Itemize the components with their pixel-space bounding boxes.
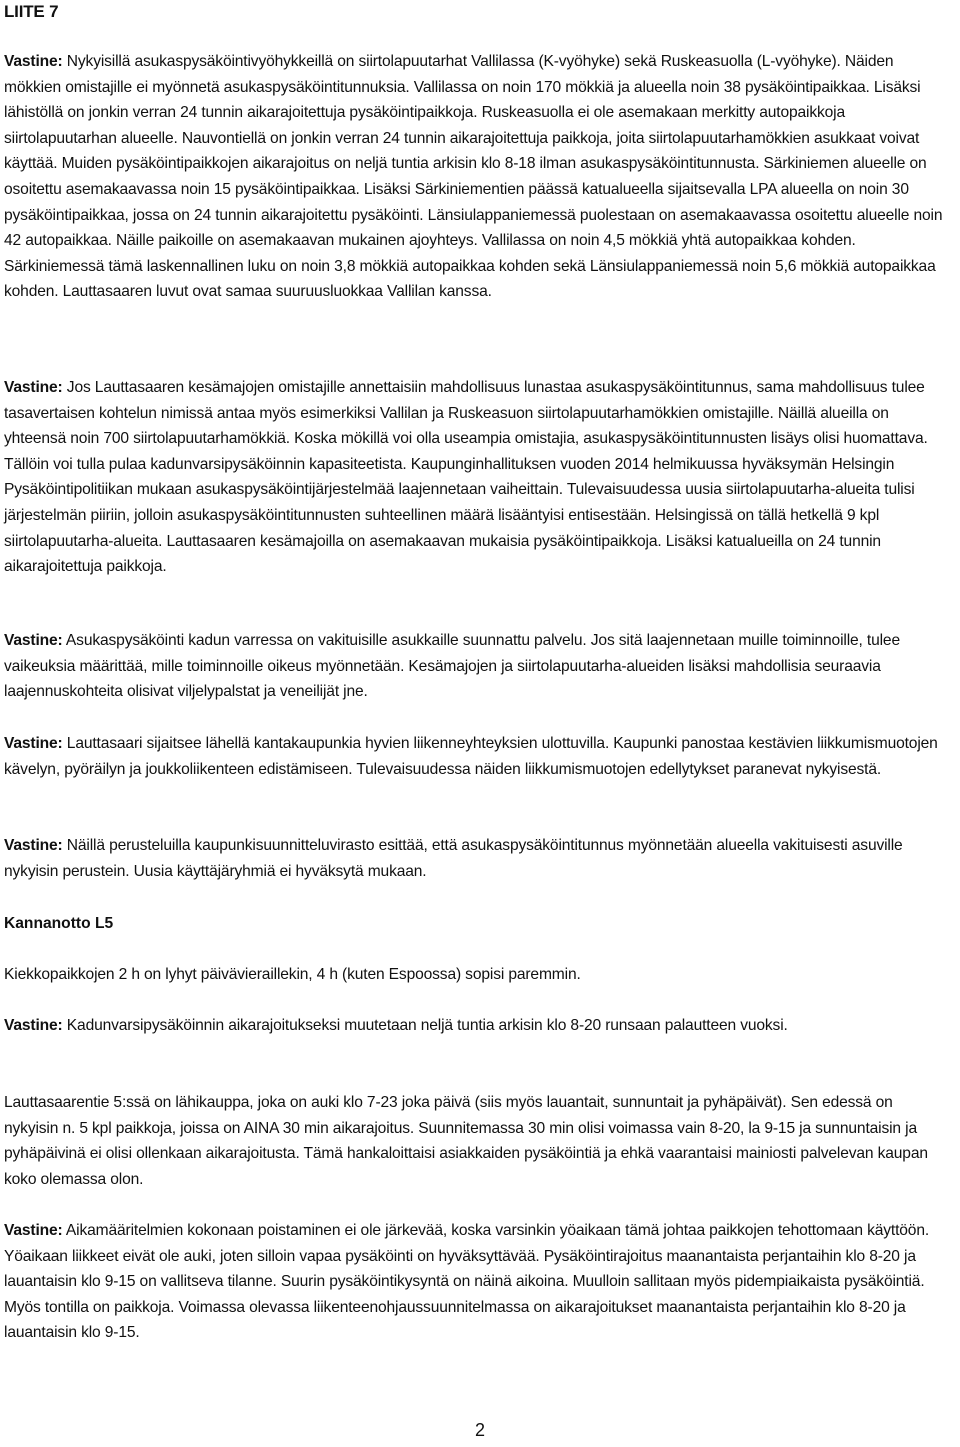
paragraph-text: Näillä perusteluilla kaupunkisuunnitteluvirasto esittää, että asukaspysäköintitunnus myönnetään alueella vakituisesti asuville nykyisin perustein. Uusia käyttäjäryhmiä ei hyväksytä mukaan. (4, 837, 903, 880)
paragraph-text: Kiekkopaikkojen 2 h on lyhyt päivävieraillekin, 4 h (kuten Espoossa) sopisi paremmin. (4, 966, 581, 983)
paragraph-comment-1 (4, 962, 950, 988)
paragraph-vastine-1 (4, 49, 950, 305)
paragraph-text: Lauttasaarentie 5:ssä on lähikauppa, joka on auki klo 7-23 joka päivä (siis myös lauantait, sunnuntait ja pyhäpäivät). Sen edessä on nykyisin n. 5 kpl paikkoja, joissa on AINA 30 min aikarajoitus. Suunnitemassa 30 min olisi voimassa vain 8-20, la 9-15 ja sunnuntaisin ja pyhäpäivinä ei olisi ollenkaan aikarajoitusta. Tämä hankaloittaisi asiakkaiden pysäköintiä ja ehkä vaarantaisi mainiosti palvelevan kaupan koko olemassa olon. (4, 1094, 928, 1188)
paragraph-vastine-4 (4, 731, 950, 782)
paragraph-vastine-6 (4, 1013, 950, 1039)
section-heading: Kannanotto L5 (4, 915, 114, 932)
paragraph-vastine-2 (4, 375, 950, 580)
vastine-label: Vastine: (4, 1017, 63, 1034)
vastine-label: Vastine: (4, 837, 63, 854)
paragraph-text: Nykyisillä asukaspysäköintivyöhykkeillä on siirtolapuutarhat Vallilassa (K-vyöhyke) sekä Ruskeasuolla (L-vyöhyke). Näiden mökkien omistajille ei myönnetä asukaspysäköintitunnuksia. Vallilassa on noin 170 mökkiä ja alueella noin 38 pysäköintipaikkaa. Lisäksi lähistöllä on jonkin verran 24 tunnin aikarajoitettuja pysäköintipaikkoja. Ruskeasuolla ei ole asemakaan merkitty autopaikkoja siirtolapuutarhan alueelle. Nauvontiellä on jonkin verran 24 tunnin aikarajoitettuja paikkoja, joita siirtolapuutarhamökkien asukkaat voivat käyttää. Muiden pysäköintipaikkojen aikarajoitus on neljä tuntia arkisin klo 8-18 ilman asukaspysäköintitunnusta. Särkiniemen alueelle on osoitettu asemakaavassa noin 15 pysäköintipaikkaa. Lisäksi Särkiniementien päässä katualueella sijaitsevalla LPA alueella on noin 30 pysäköintipaikkaa, jossa on 24 tunnin aikarajoitettu pysäköinti. Länsiulappaniemessä puolestaan on asemakaavassa osoitettu alueelle noin 42 autopaikkaa. Näille paikoille on asemakaavan mukainen ajoyhteys. Vallilassa on noin 4,5 mökkiä yhtä autopaikkaa kohden. Särkiniemessä tämä laskennallinen luku on noin 3,8 mökkiä autopaikkaa kohden sekä Länsiulappaniemessä noin 5,6 mökkiä autopaikkaa kohden. Lauttasaaren luvut ovat samaa suuruusluokkaa Vallilan kanssa. (4, 53, 943, 301)
vastine-label: Vastine: (4, 1222, 63, 1239)
paragraph-text: Aikamääritelmien kokonaan poistaminen ei ole järkevää, koska varsinkin yöaikaan tämä johtaa paikkojen tehottomaan käyttöön. Yöaikaan liikkeet eivät ole auki, joten silloin vapaa pysäköinti on hyväksyttävää. Pysäköintirajoitus maanantaista perjantaihin klo 8-20 ja lauantaisin klo 9-15 on vallitseva tilanne. Suurin pysäköintikysyntä on näinä aikoina. Muulloin sallitaan myös pidempiaikaista pysäköintiä. Myös tontilla on paikkoja. Voimassa olevassa liikenteenohjaussuunnitelmassa on aikarajoitukset maanantaista perjantaihin klo 8-20 ja lauantaisin klo 9-15. (4, 1222, 930, 1342)
vastine-label: Vastine: (4, 53, 63, 70)
vastine-label: Vastine: (4, 379, 63, 396)
paragraph-text: Kadunvarsipysäköinnin aikarajoitukseksi muutetaan neljä tuntia arkisin klo 8-20 runsaan palautteen vuoksi. (62, 1017, 788, 1034)
paragraph-vastine-7 (4, 1218, 950, 1346)
paragraph-vastine-3 (4, 628, 950, 705)
paragraph-text: Asukaspysäköinti kadun varressa on vakituisille asukkaille suunnattu palvelu. Jos sitä laajennetaan muille toiminnoille, tulee vaikeuksia määrittää, mille toiminnoille oikeus myönnetään. Kesämajojen ja siirtolapuutarha-alueiden lisäksi mahdollisia seuraavia laajennuskohteita olisivat viljelypalstat ja veneilijät jne. (4, 632, 900, 701)
vastine-label: Vastine: (4, 632, 63, 649)
paragraph-comment-2 (4, 1090, 950, 1192)
paragraph-text: Jos Lauttasaaren kesämajojen omistajille annettaisiin mahdollisuus lunastaa asukaspysäköintitunnus, sama mahdollisuus tulee tasavertaisen kohtelun nimissä antaa myös esimerkiksi Vallilan ja Ruskeasuon siirtolapuutarhamökkien omistajille. Näillä alueilla on yhteensä noin 700 siirtolapuutarhamökkiä. Koska mökillä voi olla useampia omistajia, asukaspysäköintitunnusten lisäys olisi huomattava. Tällöin voi tulla pulaa kadunvarsipysäköinnin kapasiteetista. Kaupunginhallituksen vuoden 2014 helmikuussa hyväksymän Helsingin Pysäköintipolitiikan mukaan asukaspysäköintijärjestelmää laajennetaan vaiheittain. Tulevaisuudessa uusia siirtolapuutarha-alueita tulisi järjestelmän piiriin, jolloin asukaspysäköintitunnusten suhteellinen määrä lisääntyisi entisestään. Helsingissä on tällä hetkellä 9 kpl siirtolapuutarha-alueita. Lauttasaaren kesämajoilla on asemakaavan mukaisia pysäköintipaikkoja. Lisäksi katualueilla on 24 tunnin aikarajoitettuja paikkoja. (4, 379, 928, 576)
vastine-label: Vastine: (4, 735, 63, 752)
document-title: LIITE 7 (4, 2, 59, 21)
paragraph-vastine-5 (4, 833, 950, 884)
page-number: 2 (474, 1420, 485, 1440)
paragraph-text: Lauttasaari sijaitsee lähellä kantakaupunkia hyvien liikenneyhteyksien ulottuvilla. Kaupunki panostaa kestävien liikkumismuotojen kävelyn, pyöräilyn ja joukkoliikenteen edistämiseen. Tulevaisuudessa näiden liikkumismuotojen edellytykset paranevat nykyisestä. (4, 735, 938, 778)
